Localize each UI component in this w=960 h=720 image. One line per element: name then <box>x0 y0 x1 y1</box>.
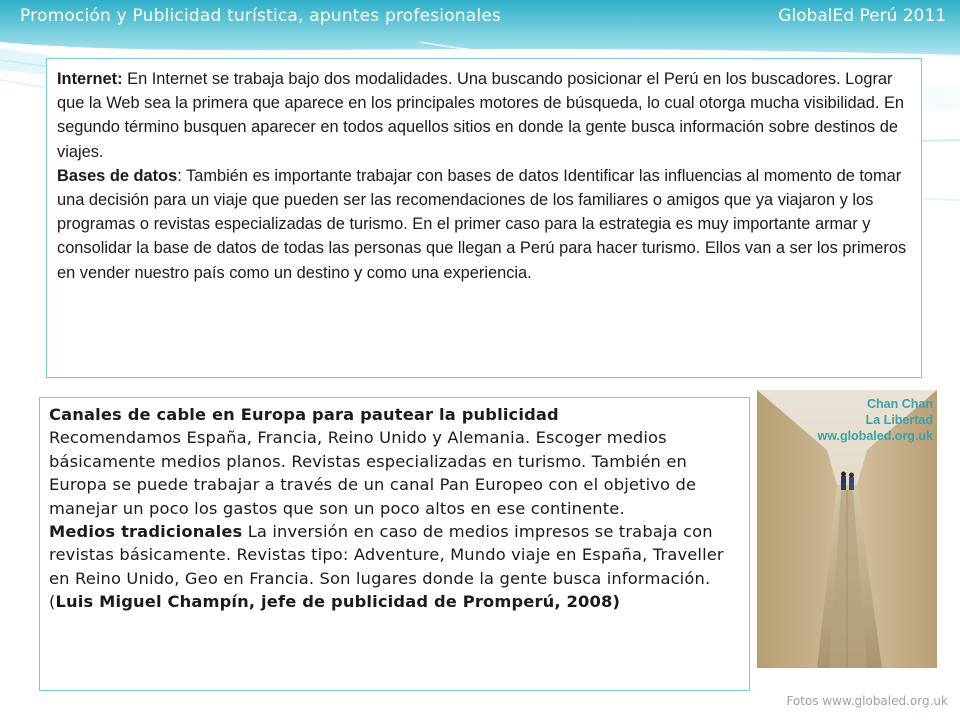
quote-attribution: Luis Miguel Champín, jefe de publicidad de Promperú, 2008) <box>55 592 621 612</box>
internet-databases-textbox <box>46 58 922 378</box>
quote-paragraph <box>49 590 743 613</box>
cable-heading: Canales de cable en Europa para pautear la publicidad <box>49 405 559 424</box>
europe-channels-textbox <box>39 397 750 691</box>
slide-organization: GlobalEd Perú 2011 <box>778 6 946 26</box>
photo-caption-region: La Libertad <box>865 413 933 427</box>
internet-paragraph <box>57 67 911 164</box>
traditional-text: La inversión en caso de medios impresos se trabaja con revistas básicamente. Revistas tipo: Adventure, Mundo viaje en España, Traveller en Reino Unido, Geo en Francia. Son lugares donde la gente busca información. <box>49 522 724 588</box>
databases-text: : También es importante trabajar con bases de datos Identificar las influencias al momento de tomar una decisión para un viaje que pueden ser las recomendaciones de los familiares o amigos que ya viajaron y los programas o revistas especializadas de turismo. En el primer caso para la estrategia es muy importante armar y consolidar la base de datos de todas las personas que llegan a Perú para hacer turismo. Ellos van a ser los primeros en vender nuestro país como un destino y como una experiencia. <box>57 166 907 282</box>
photo-caption <box>817 396 933 444</box>
databases-paragraph <box>57 164 911 285</box>
chan-chan-photo <box>757 390 937 668</box>
photo-caption-site: Chan Chan <box>867 397 933 411</box>
quote-open: ( <box>49 592 56 612</box>
databases-label: Bases de datos <box>57 166 178 185</box>
cable-text: Recomendamos España, Francia, Reino Unido y Alemania. Escoger medios básicamente medios planos. Revistas especializadas en turismo. También en Europa se puede trabajar a través de un canal Pan Europeo con el objetivo de manejar un poco los gastos que son un poco altos en ese continente. <box>49 428 697 518</box>
internet-text: En Internet se trabaja bajo dos modalidades. Una buscando posicionar el Perú en los buscadores. Lograr que la Web sea la primera que aparece en los principales motores de búsqueda, lo cual otorga mucha visibilidad. En segundo término busquen aparecer en todos aquellos sitios en donde la gente busca información sobre destinos de viajes. <box>57 70 905 161</box>
internet-label: Internet: <box>57 70 123 88</box>
photo-caption-url: ww.globaled.org.uk <box>817 429 933 443</box>
traditional-paragraph <box>49 520 743 590</box>
slide-title: Promoción y Publicidad turística, apuntes profesionales <box>20 6 502 26</box>
photo-credit: Fotos www.globaled.org.uk <box>786 694 948 708</box>
traditional-label: Medios tradicionales <box>49 522 243 542</box>
